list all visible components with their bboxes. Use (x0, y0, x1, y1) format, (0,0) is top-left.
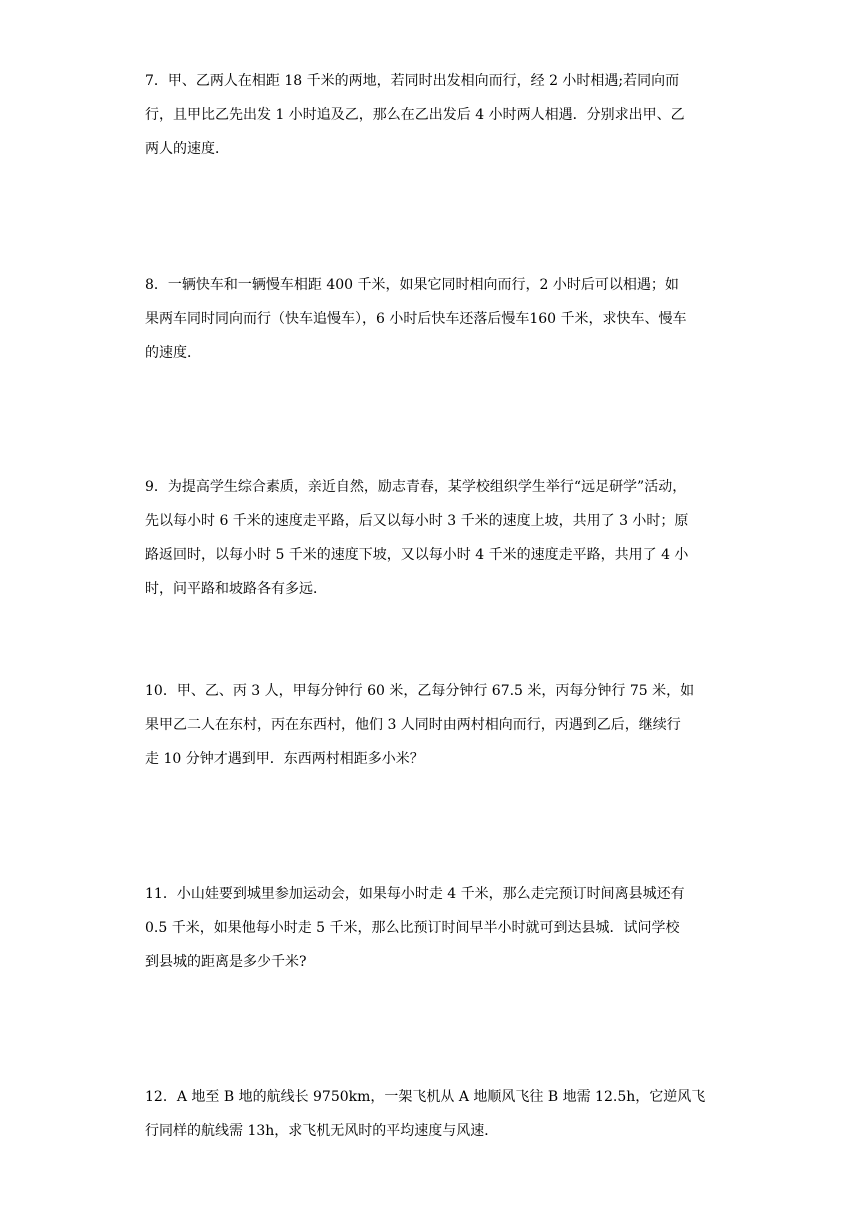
problem-11-line-2: 0.5 千米，如果他每小时走 5 千米，那么比预订时间早半小时就可到达县城．试问学校 (145, 920, 680, 936)
problem-9-line-2: 先以每小时 6 千米的速度走平路，后又以每小时 3 千米的速度上坡，共用了 3 小时；原 (145, 513, 689, 529)
problem-10 (145, 674, 715, 776)
problem-8-line-2: 果两车同时同向而行（快车追慢车），6 小时后快车还落后慢车160 千米，求快车、慢车 (145, 311, 687, 327)
problem-11 (145, 877, 715, 979)
problem-7-line-3: 两人的速度． (145, 141, 229, 157)
problem-8-line-3: 的速度． (145, 345, 201, 361)
problem-9-line-4: 时，问平路和坡路各有多远． (145, 581, 327, 597)
problem-10-line-2: 果甲乙二人在东村，丙在东西村，他们 3 人同时由两村相向而行，丙遇到乙后，继续行 (145, 717, 681, 733)
problem-9-line-1: 9．为提高学生综合素质，亲近自然，励志青春，某学校组织学生举行“远足研学”活动， (145, 479, 687, 495)
problem-11-line-3: 到县城的距离是多少千米? (145, 954, 307, 970)
problem-10-line-3: 走 10 分钟才遇到甲．东西两村相距多小米？ (145, 751, 424, 767)
problem-8-line-1: 8．一辆快车和一辆慢车相距 400 千米，如果它同时相向而行，2 小时后可以相遇；如 (145, 277, 679, 293)
problem-9-line-3: 路返回时，以每小时 5 千米的速度下坡，又以每小时 4 千米的速度走平路，共用了 4 小 (145, 547, 689, 563)
problem-9 (145, 470, 715, 606)
problem-12 (145, 1080, 715, 1148)
problem-7-line-2: 行，且甲比乙先出发 1 小时追及乙，那么在乙出发后 4 小时两人相遇．分别求出甲、乙 (145, 107, 685, 123)
problem-7-line-1: 7．甲、乙两人在相距 18 千米的两地，若同时出发相向而行，经 2 小时相遇;若同向而 (145, 73, 680, 89)
problem-11-line-1: 11．小山娃要到城里参加运动会，如果每小时走 4 千米，那么走完预订时间离县城还有 (145, 886, 685, 902)
problem-7 (145, 64, 715, 166)
problem-10-line-1: 10．甲、乙、丙 3 人，甲每分钟行 60 米，乙每分钟行 67.5 米，丙每分钟行 75 米，如 (145, 683, 695, 699)
problem-8 (145, 268, 715, 370)
problem-12-line-2: 行同样的航线需 13h，求飞机无风时的平均速度与风速． (145, 1123, 499, 1139)
problem-12-line-1: 12．A 地至 B 地的航线长 9750km，一架飞机从 A 地顺风飞往 B 地需 12.5h，它逆风飞 (145, 1089, 706, 1105)
